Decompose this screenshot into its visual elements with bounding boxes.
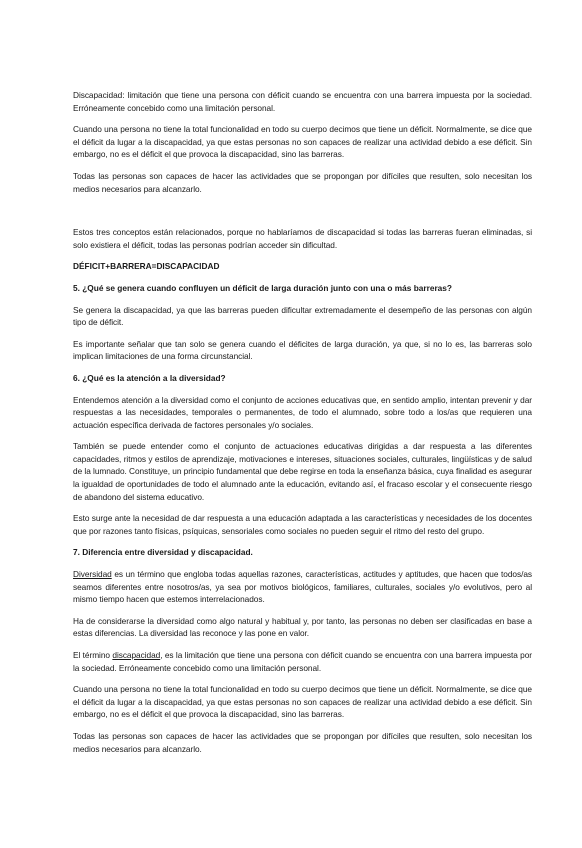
paragraph-answer-6a: Entendemos atención a la diversidad como el conjunto de acciones educativas que, en sentido amplio, intentan prevenir y dar respuestas a las necesidades, temporales o permanentes, de todo el alumnado, sobre todo a los/as que requieren una actuación específica derivada de factores personales y/o sociales. bbox=[73, 394, 532, 430]
paragraph-answer-5a: Se genera la discapacidad, ya que las barreras pueden dificultar extremadamente el desempeño de las personas con algún tipo de déficit. bbox=[73, 304, 532, 328]
termino-prefix: El término bbox=[73, 650, 113, 660]
paragraph-deficit-explanation-repeat: Cuando una persona no tiene la total funcionalidad en todo su cuerpo decimos que tiene un déficit. Normalmente, se dice que el déficit da lugar a la discapacidad, ya que estas personas no son capaces de realizar una actividad debido a ese déficit. Sin embargo, no es el déficit el que provoca la discapacidad, sino las barreras. bbox=[73, 684, 532, 720]
question-7-heading: 7. Diferencia entre diversidad y discapacidad. bbox=[73, 547, 253, 558]
term-discapacidad: discapacidad bbox=[112, 650, 161, 660]
paragraph-answer-6b: También se puede entender como el conjunto de actuaciones educativas dirigidas a dar respuesta a las diferentes capacidades, ritmos y estilos de aprendizaje, motivaciones e intereses, situaciones sociales, culturales, lingüísticas y de salud de la lumnado. Constituye, un principio fundamental que debe regirse en toda la enseñanza básica, cuya finalidad es asegurar la igualdad de oportunidades de todo el alumnado ante la educación, evitando así, el fracaso escolar y el consecuente riesgo de abandono del sistema educativo. bbox=[73, 441, 532, 502]
paragraph-capabilities: Todas las personas son capaces de hacer las actividades que se propongan por difíciles que resulten, solo necesitan los medios necesarios para alcanzarlo. bbox=[73, 170, 532, 194]
formula-text: DÉFICIT+BARRERA=DISCAPACIDAD bbox=[73, 261, 220, 272]
paragraph-answer-5b: Es importante señalar que tan solo se genera cuando el déficites de larga duración, ya que, si no lo es, las barreras solo implican limitaciones de una forma circunstancial. bbox=[73, 338, 532, 362]
question-6-heading: 6. ¿Qué es la atención a la diversidad? bbox=[73, 372, 226, 383]
paragraph-discapacidad-definition: Discapacidad: limitación que tiene una persona con déficit cuando se encuentra con una barrera impuesta por la sociedad. Erróneamente concebido como una limitación personal. bbox=[73, 90, 532, 113]
diversidad-definition-text: es un término que engloba todas aquellas razones, características, actitudes y aptitudes, que hacen que todos/as seamos diferentes entre nosotros/as, ya sea por motivos biológicos, familiares, culturales, sociales y/o evolutivos, pero al mismo tiempo hacen que estemos interrelacionados. bbox=[73, 569, 532, 605]
paragraph-termino-discapacidad bbox=[73, 649, 532, 674]
paragraph-concepts-related: Estos tres conceptos están relacionados, porque no hablaríamos de discapacidad si todas las barreras fueran eliminadas, si solo existiera el déficit, todas las personas podrían acceder sin dificultad. bbox=[73, 227, 532, 250]
spacer bbox=[73, 204, 532, 226]
paragraph-capabilities-repeat: Todas las personas son capaces de hacer las actividades que se propongan por difíciles que resulten, solo necesitan los medios necesarios para alcanzarlo. bbox=[73, 730, 532, 754]
paragraph-answer-6c: Esto surge ante la necesidad de dar respuesta a una educación adaptada a las características y necesidades de los docentes que por razones tanto físicas, psíquicas, sensoriales como sociales no pueden seguir el ritmo del resto del grupo. bbox=[73, 513, 532, 536]
discapacidad-definition-text: , es la limitación que tiene una persona con déficit cuando se encuentra con una barrera impuesta por la sociedad. Erróneamente concebido como una limitación personal. bbox=[73, 650, 532, 673]
paragraph-diversidad-natural: Ha de considerarse la diversidad como algo natural y habitual y, por tanto, las personas no deben ser clasificadas en base a estas diferencias. La diversidad las reconoce y las pone en valor. bbox=[73, 615, 532, 639]
term-diversidad: Diversidad bbox=[73, 569, 112, 580]
paragraph-deficit-explanation: Cuando una persona no tiene la total funcionalidad en todo su cuerpo decimos que tiene un déficit. Normalmente, se dice que el déficit da lugar a la discapacidad, ya que estas personas no son capaces de realizar una actividad debido a ese déficit. Sin embargo, no es el déficit el que provoca la discapacidad, sino las barreras. bbox=[73, 124, 532, 160]
paragraph-diversidad-definition bbox=[73, 568, 532, 606]
question-5-heading: 5. ¿Qué se genera cuando confluyen un déficit de larga duración junto con una o más barreras? bbox=[73, 282, 452, 293]
